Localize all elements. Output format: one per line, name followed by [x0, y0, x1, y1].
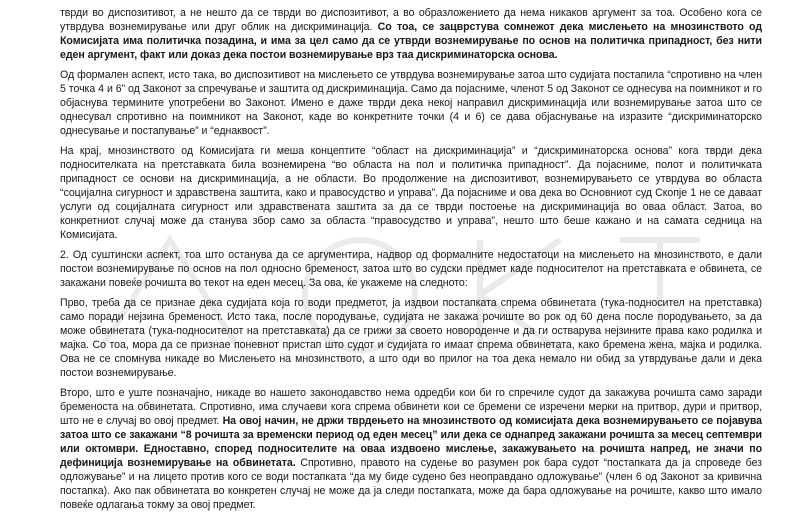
paragraph-6-text: Второ, што е уште позначајно, никаде во нашето законодавство нема одредби кои би го спречиле судот да закажува рочишта само заради бременоста на обвинетата. Спротивно, има случаеви кога спрема обвинети кои се бремени се изречени мерки на притвор, дури и притвор, што не е случај во овој предмет.: [60, 387, 762, 427]
paragraph-6: [60, 386, 762, 512]
paragraph-1-text: тврди во диспозитивот, а не нешто да се тврди во диспозитивот, а во образложението да нема никаков аргумент за тоа. Особено кога се утврдува вознемирување или друг облик на дискриминација.: [60, 7, 762, 33]
paragraph-1: [60, 6, 762, 62]
paragraph-1-bold-text: Со тоа, се зацврстува сомнежот дека мислењето на мнозинството од Комисијата има политичка позадина, и има за цел само да се утврди вознемирување по основ на политичка припадност, без нити еден аргумент, факт или доказ дека постои вознемирување врз таа дискриминаторска основа.: [60, 21, 762, 61]
paragraph-3-text: На крај, мнозинството од Комисијата ги меша концептите “област на дискриминација” и “дискриминаторска основа” кога тврди дека подносителката на претставката била вознемирена “во областа на пол и политичка припадност”. Да појасниме, полот и политичката припадност се основи на дискриминација, а не области. Во продолжение на диспозитивот, вознемирувањето се утврдува во областа “социјална сигурност и здравствена заштита, како и правосудство и управа”. Да појасниме и ова дека во Основниот суд Скопје 1 не се даваат услуги од социјалната сигурност или здравствената заштита за да се тврди постоење на дискриминација во оваа област. Затоа, во конкретниот случај може да станува збор само за областа “правосудство и управа”, нешто што беше кажано и на самата седница на Комисијата.: [60, 145, 762, 241]
paragraph-6-bold-text: На овој начин, не држи тврдењето на мнозинството од комисијата дека вознемирувањето се појавува затоа што се закажани “8 рочишта за временски период од еден месец” или дека се однапред закажани рочишта за месец септември или октомври. Едноставно, според подносителите на оваа издвоено мислење, закажувањето на рочишта напред, не значи по дефиниција вознемирување на обвинетата.: [60, 415, 762, 469]
paragraph-3: [60, 144, 762, 242]
paragraph-5: [60, 296, 762, 380]
paragraph-5-text: Прво, треба да се признае дека судијата која го води предметот, ја издвои постапката спрема обвинетата (тука-подносител на претставка) само поради нејзина бременост. Исто така, после породување, судијата не закажа рочиште во рок од 60 дена после породувањето, за да може обвинетата (тука-подносителот на претставката) да се грижи за своето новороденче и да ги остварува нејзините права како родилка и мајка. Со тоа, мора да се признае поневнот пристап што судот и судијата го имаат спрема обвинетата, како бремена жена, мајка и родилка. Ова не се спомнува никаде во Мислењето на мнозинството, а што оди во прилог на тоа дека немало ни обид за утврдување дали и дека постои вознемирување.: [60, 297, 762, 379]
paragraph-4-text: 2. Од суштински аспект, тоа што останува да се аргументира, надвор од формалните недостатоци на мислењето на мнозинството, е дали постои вознемирување по основ на пол односно бременост, затоа што во судски предмет каде подносителот на претставката е обвинета, се закажани повеќе рочишта во текот на еден месец. За ова, ќе укажеме на следното:: [60, 249, 762, 289]
paragraph-2: [60, 68, 762, 138]
paragraph-4: [60, 248, 762, 290]
paragraph-2-text: Од формален аспект, исто така, во диспозитивот на мислењето се утврдува вознемирување затоа што судијата постапила “спротивно на член 5 точка 4 и 6” од Законот за спречување и заштита од дискриминација. Само да појасниме, членот 5 од Законот се однесува на поимникот и го објаснува термините употребени во Законот. Имено е даже тврди дека некој направил дискриминација или вознемирување затоа што се однесувал спротивно на поимникот на Законот, каде во конкретните точки (4 и 6) се дава објаснување на изразите “дискриминаторско однесување и постапување” и “еднаквост”.: [60, 69, 762, 137]
paragraph-6-tail-text: Спротивно, правото на судење во разумен рок бара судот “постапката да ја спроведе без одложување” и на лицето против кого се води постапката “да му биде судено без неоправдано одложување” (член 6 од Законот за кривична постапка). Ако пак обвинетата во конкретен случај не може да ја следи постапката, може да бара одложување на рочиште, какво што имало повеќе одлагања токму за овој предмет.: [60, 457, 762, 511]
